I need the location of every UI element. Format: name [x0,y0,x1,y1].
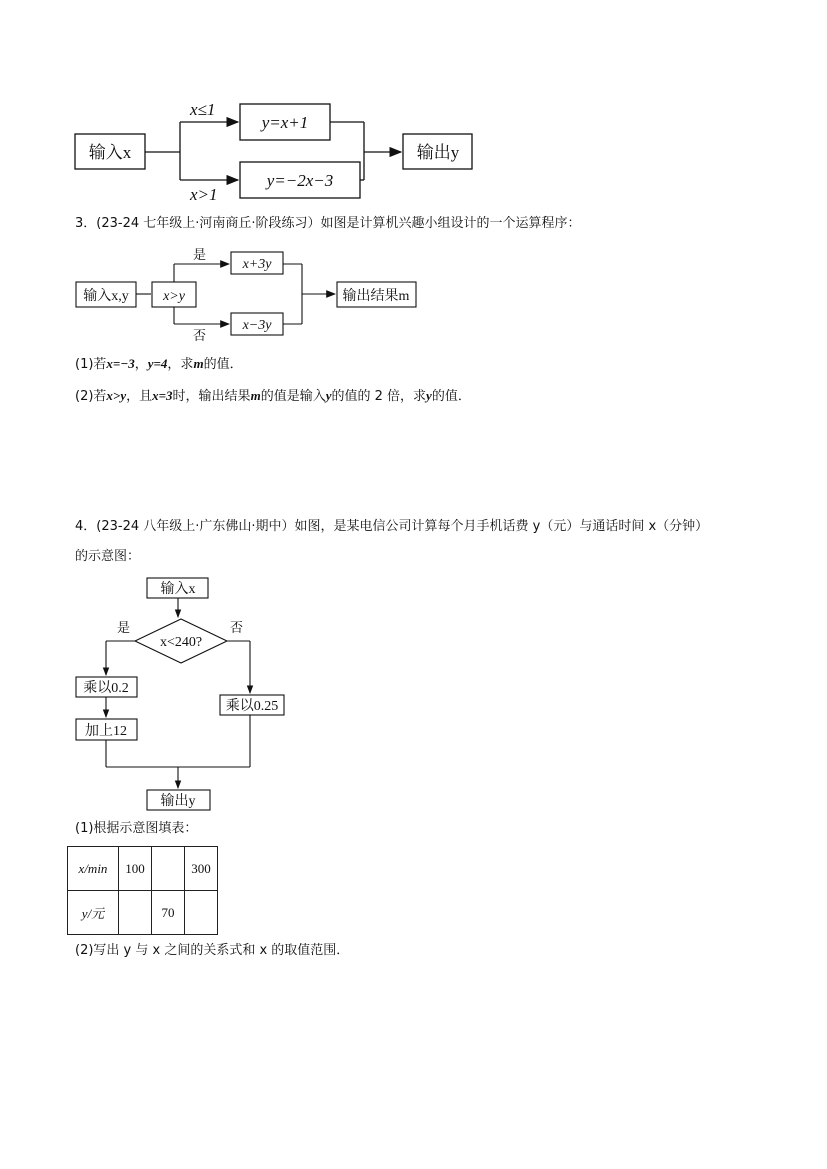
q4-alt-label: 乘以0.25 [225,699,279,714]
table-cell: 70 [152,891,185,935]
q3-part1-m: m [193,356,204,371]
q3-flowchart [0,240,827,345]
q3-bottom-label: x−3y [242,318,272,333]
q3-part1-suffix: 的值． [203,357,243,372]
q3-input-label: 输入x,y [83,289,129,304]
condition-le-label: x≤1 [190,100,216,119]
q4-step1-label: 乘以0.2 [83,681,129,696]
q3-part2-m: m [250,388,261,403]
q4-fill-table [67,846,218,935]
q3-part2-suffix: 的值． [431,389,471,404]
q3-part1 [75,354,243,375]
q3-part2 [75,386,471,407]
q3-condition-label: x>y [163,289,185,304]
q3-part2-x: x=3 [152,388,173,403]
output-label: 输出y [416,143,460,162]
q3-part2-mid3: 的值是输入 [260,389,326,404]
q3-output-label: 输出结果m [342,289,410,304]
formula-top-label: y=x+1 [261,113,309,132]
q3-part2-prefix: (2)若 [75,389,107,404]
q3-part1-mid: ，求 [167,357,194,372]
q3-top-label: x+3y [242,257,272,272]
q4-input-label: 输入x [160,582,196,597]
q3-part2-cond: x>y [106,388,127,403]
q4-yes-label: 是 [117,620,131,635]
q4-no-label: 否 [230,620,244,635]
input-label: 输入x [88,143,132,162]
q3-part1-sep: ， [134,357,148,372]
q3-part1-prefix: (1)若 [75,357,107,372]
table-cell [185,891,218,935]
q3-yes-label: 是 [193,247,207,262]
condition-gt-label: x>1 [190,185,218,204]
table-row [68,847,218,891]
table-cell: y/元 [68,891,119,935]
q3-part2-mid4: 的值的 2 倍，求 [331,389,427,404]
q4-part1: (1)根据示意图填表： [75,821,198,836]
q3-no-label: 否 [193,328,207,343]
q4-decision-label: x<240? [159,635,203,650]
table-cell: x/min [68,847,119,891]
formula-bottom-label: y=−2x−3 [266,171,334,190]
q4-step2-label: 加上12 [85,724,127,739]
q4-output-label: 输出y [160,794,196,809]
q3-part2-mid1: ，且 [126,389,153,404]
q4-title-line1: 4．(23-24 八年级上·广东佛山·期中）如图，是某电信公司计算每个月手机话费 y（元）与通话时间 x（分钟） [75,519,709,534]
q4-flowchart [0,570,827,815]
q4-part2: (2)写出 y 与 x 之间的关系式和 x 的取值范围． [75,943,350,958]
table-cell: 100 [119,847,152,891]
table-cell: 300 [185,847,218,891]
q3-part2-mid2: 时，输出结果 [172,389,251,404]
table-cell [119,891,152,935]
q3-title: 3．(23-24 七年级上·河南商丘·阶段练习）如图是计算机兴趣小组设计的一个运算程序： [75,216,581,231]
q3-part1-x: x=−3 [106,356,135,371]
q3-part2-y1: y [325,388,332,403]
q3-part2-y2: y [426,388,432,403]
q4-title-line2: 的示意图： [75,549,141,564]
table-cell [152,847,185,891]
q3-part1-y: y=4 [147,356,168,371]
table-row [68,891,218,935]
piecewise-flowchart [0,0,827,210]
